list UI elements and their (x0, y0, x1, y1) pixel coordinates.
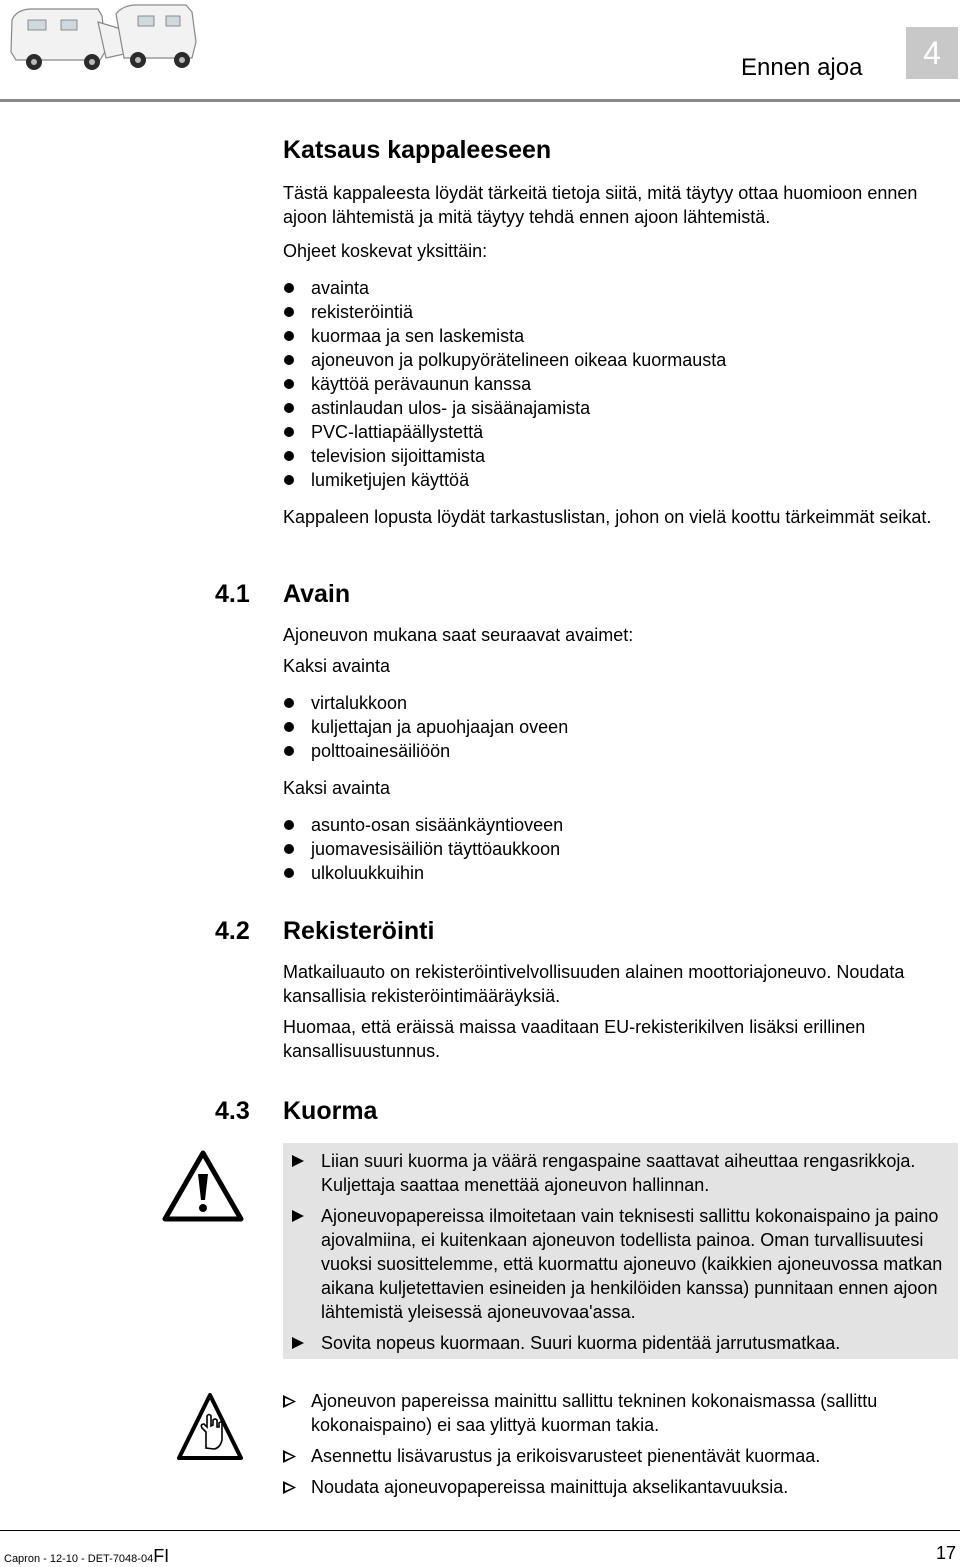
key-group-label: Kaksi avainta (283, 656, 391, 676)
warning-item: Sovita nopeus kuormaan. Suuri kuorma pidentää jarrutusmatkaa. (283, 1331, 958, 1355)
footer-divider (0, 1530, 960, 1531)
section-number: 4.2 (215, 917, 250, 945)
section-intro: Ajoneuvon mukana saat seuraavat avaimet: (283, 625, 634, 645)
note-item: Asennettu lisävarustus ja erikoisvarusteet pienentävät kuormaa. (283, 1444, 958, 1468)
note-section (283, 1389, 958, 1506)
footer-doc-code (4, 1546, 169, 1567)
hand-note-icon (176, 1392, 244, 1462)
list-item: juomavesisäiliön täyttöaukkoon (283, 837, 958, 861)
section-title: Rekisteröinti (283, 917, 435, 945)
list-item: astinlaudan ulos- ja sisäänajamista (283, 396, 958, 420)
key-list (283, 691, 958, 763)
list-item: lumiketjujen käyttöä (283, 468, 958, 492)
list-item: rekisteröintiä (283, 300, 958, 324)
warning-item: Liian suuri kuorma ja väärä rengaspaine saattavat aiheuttaa rengasrikkoja. Kuljettaja saattaa menettää ajoneuvon hallinnan. (283, 1149, 958, 1197)
list-item: polttoainesäiliöön (283, 739, 958, 763)
key-list (283, 813, 958, 885)
overview-list-intro: Ohjeet koskevat yksittäin: (283, 241, 488, 261)
section-paragraph: Matkailuauto on rekisteröintivelvollisuuden alainen moottoriajoneuvo. Noudata kansallisia rekisteröintimääräyksiä. (283, 962, 905, 1006)
motorhome-vehicles-image (6, 2, 200, 80)
warning-triangle-icon (162, 1150, 244, 1222)
list-item: virtalukkoon (283, 691, 958, 715)
list-item: kuljettajan ja apuohjaajan oveen (283, 715, 958, 739)
header-divider (0, 99, 960, 102)
list-item: käyttöä perävaunun kanssa (283, 372, 958, 396)
list-item: ulkoluukkuihin (283, 861, 958, 885)
language-code: FI (153, 1546, 170, 1566)
overview-intro: Tästä kappaleesta löydät tärkeitä tietoja siitä, mitä täytyy ottaa huomioon ennen ajoon lähtemistä ja mitä täytyy tehdä ennen ajoon lähtemistä. (283, 183, 918, 227)
warning-box (283, 1143, 958, 1359)
list-item: avainta (283, 276, 958, 300)
section-paragraph: Huomaa, että eräissä maissa vaaditaan EU-rekisterikilven lisäksi erillinen kansallisuustunnus. (283, 1017, 866, 1061)
section-title: Avain (283, 580, 351, 608)
note-item: Ajoneuvon papereissa mainittu sallittu tekninen kokonaismassa (sallittu kokonaispaino) ei saa ylittyä kuorman takia. (283, 1389, 958, 1437)
chapter-number-badge: 4 (906, 27, 958, 79)
section-number: 4.1 (215, 580, 250, 608)
section-kuorma (283, 1097, 958, 1126)
section-avain (283, 580, 958, 885)
section-number: 4.3 (215, 1097, 250, 1125)
list-item: PVC-lattiapäällystettä (283, 420, 958, 444)
list-item: kuormaa ja sen laskemista (283, 324, 958, 348)
note-item: Noudata ajoneuvopapereissa mainittuja akselikantavuuksia. (283, 1475, 958, 1499)
warning-item: Ajoneuvopapereissa ilmoitetaan vain teknisesti sallittu kokonaispaino ja paino ajovalmiina, ei kuitenkaan ajoneuvon todellista painoa. Oman turvallisuutesi vuoksi suosittelemme, että kuormattu ajoneuvo (kaikkien ajoneuvossa matkan aikana kuljetettavien esineiden ja henkilöiden kanssa) punnitaan ennen ajoon lähtemistä yleisessä ajoneuvovaa'assa. (283, 1204, 958, 1324)
doc-code: Capron - 12-10 - DET-7048-04 (4, 1553, 154, 1565)
list-item: television sijoittamista (283, 444, 958, 468)
chapter-title: Ennen ajoa (741, 54, 863, 81)
section-title: Kuorma (283, 1097, 378, 1125)
key-group-label: Kaksi avainta (283, 778, 391, 798)
section-rekisterointi (283, 917, 958, 1063)
overview-section (283, 136, 958, 529)
page-number: 17 (935, 1543, 956, 1563)
overview-closing: Kappaleen lopusta löydät tarkastuslistan, johon on vielä koottu tärkeimmät seikat. (283, 507, 932, 527)
note-list (283, 1389, 958, 1499)
overview-title: Katsaus kappaleeseen (283, 136, 552, 164)
list-item: asunto-osan sisäänkäyntioveen (283, 813, 958, 837)
overview-list (283, 276, 958, 492)
list-item: ajoneuvon ja polkupyörätelineen oikeaa kuormausta (283, 348, 958, 372)
